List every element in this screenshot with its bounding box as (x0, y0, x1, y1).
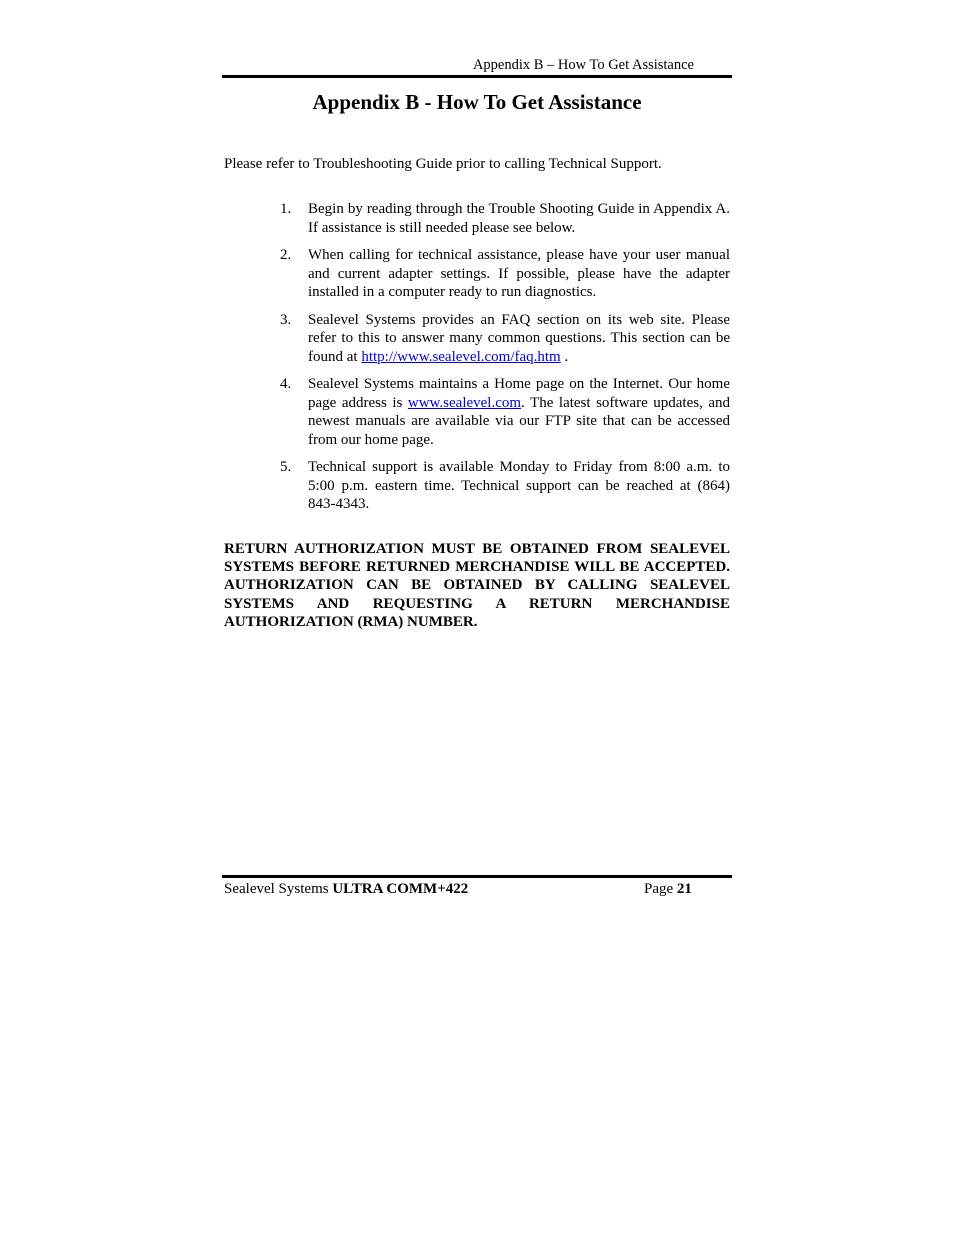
list-item (270, 200, 730, 237)
step-text-before-link: Sealevel Systems provides an FAQ section on its web site. Please refer to this to answer many common questions. This section can be found at (308, 311, 730, 365)
step-number: 5. (280, 459, 292, 475)
step-text (308, 311, 730, 367)
step-number: 2. (280, 247, 292, 263)
page-title: Appendix B - How To Get Assistance (312, 90, 642, 114)
step-number: 1. (280, 201, 292, 217)
footer-page-number: 21 (676, 881, 692, 897)
rma-notice: RETURN AUTHORIZATION MUST BE OBTAINED FROM SEALEVEL SYSTEMS BEFORE RETURNED MERCHANDISE WILL BE ACCEPTED. AUTHORIZATION CAN BE OBTAINED BY CALLING SEALEVEL SYSTEMS AND REQUESTING A RETURN MERCHANDISE AUTHORIZATION (RMA) NUMBER. (224, 541, 730, 630)
footer-page (644, 880, 692, 898)
footer-product (224, 880, 468, 898)
footer-rule (222, 875, 732, 878)
faq-link[interactable]: http://www.sealevel.com/faq.htm (361, 348, 561, 365)
homepage-link[interactable]: www.sealevel.com (407, 394, 522, 411)
footer-page-label: Page (644, 881, 674, 897)
step-number: 4. (280, 376, 292, 392)
step-text-before-link: Sealevel Systems maintains a Home page on the Internet. Our home page address is (308, 376, 730, 411)
list-item (270, 246, 730, 302)
footer-product-name: ULTRA COMM+422 (332, 881, 469, 897)
step-text (308, 375, 730, 449)
running-head: Appendix B – How To Get Assistance (472, 57, 694, 73)
list-item (270, 375, 730, 449)
step-text: When calling for technical assistance, please have your user manual and current adapter settings. If possible, please have the adapter installed in a computer ready to run diagnostics. (308, 247, 730, 300)
step-text: Technical support is available Monday to Friday from 8:00 a.m. to 5:00 p.m. eastern time. Technical support can be reached at (864) 843-4343. (308, 459, 730, 512)
assistance-steps-list (270, 200, 730, 523)
step-text-after-link: . The latest software updates, and newest manuals are available via our FTP site that can be accessed from our home page. (308, 394, 730, 448)
step-text-after-link: . (560, 348, 569, 365)
step-number: 3. (280, 311, 292, 328)
list-item (270, 458, 730, 514)
intro-paragraph: Please refer to Troubleshooting Guide prior to calling Technical Support. (224, 156, 662, 172)
list-item (270, 311, 730, 367)
header-rule (222, 75, 732, 78)
footer-company: Sealevel Systems (224, 881, 329, 897)
step-text: Begin by reading through the Trouble Shooting Guide in Appendix A. If assistance is still needed please see below. (308, 201, 730, 236)
